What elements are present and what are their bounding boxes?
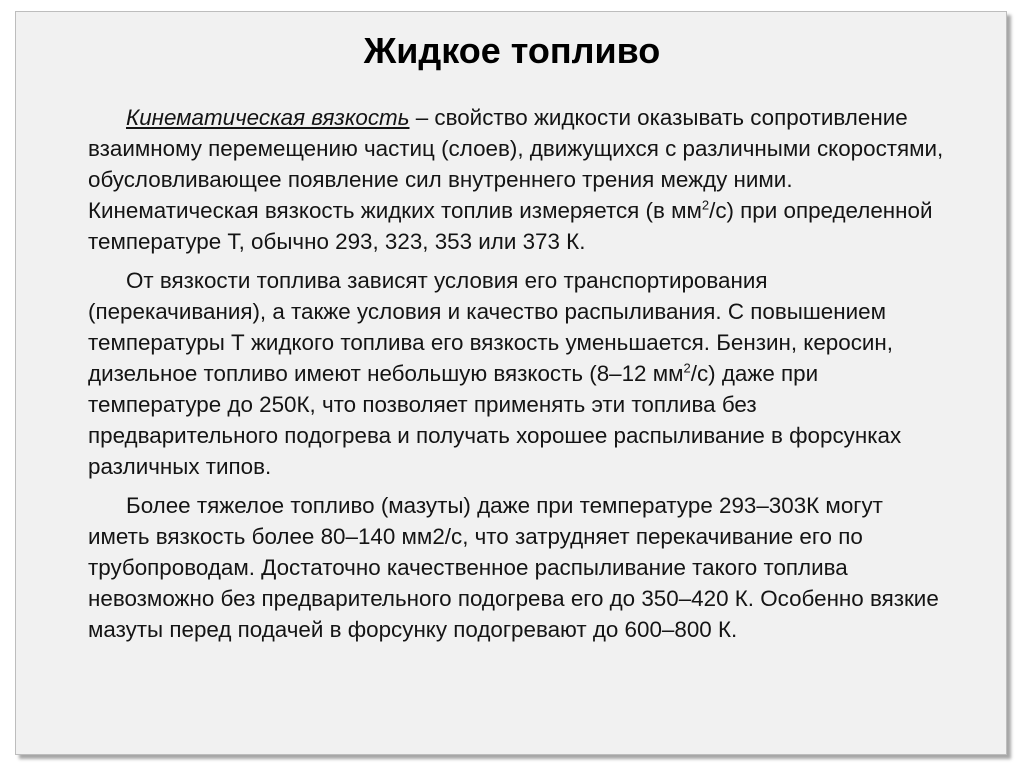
paragraph-heavy-fuel [88, 490, 948, 645]
paragraph-viscosity-effects [88, 265, 948, 482]
paragraph-viscosity-definition [88, 102, 948, 257]
paragraph-2-text-b: /с) даже при температуре до 250К, что позволяет применять эти топлива без предварительного подогрева и получать хорошее распыливание в форсунках различных типов. [88, 361, 902, 479]
paragraph-3-text: Более тяжелое топливо (мазуты) даже при температуре 293–303К могут иметь вязкость более 80–140 мм2/с, что затрудняет перекачивание его по трубопроводам. Достаточно качественное распыливание такого топлива невозможно без предварительного подогрева его до 350–420 К. Особенно вязкие мазуты перед подачей в форсунку подогревают до 600–800 К. [88, 493, 939, 642]
paragraph-1-text-b: /с) при определенной температуре Т, обычно 293, 323, 353 или 373 К. [88, 198, 933, 254]
term-kinematic-viscosity: Кинематическая вязкость [126, 105, 410, 130]
definition-dash: – [409, 105, 435, 130]
unit-superscript: 2 [683, 360, 691, 376]
paragraph-2-text-a: От вязкости топлива зависят условия его транспортирования (перекачивания), а также условия и качество распыливания. С повышением температуры Т жидкого топлива его вязкость уменьшается. Бензин, керосин, дизельное топливо имеют небольшую вязкость (8–12 мм [88, 268, 893, 386]
slide-title: Жидкое топливо [363, 30, 661, 71]
unit-superscript: 2 [701, 197, 710, 213]
paragraph-1-text-a: свойство жидкости оказывать сопротивление взаимному перемещению частиц (слоев), движущихся с различными скоростями, обусловливающее появление сил внутреннего трения между ними. Кинематическая вязкость жидких топлив измеряется (в мм [88, 105, 944, 223]
slide-body [88, 102, 948, 653]
